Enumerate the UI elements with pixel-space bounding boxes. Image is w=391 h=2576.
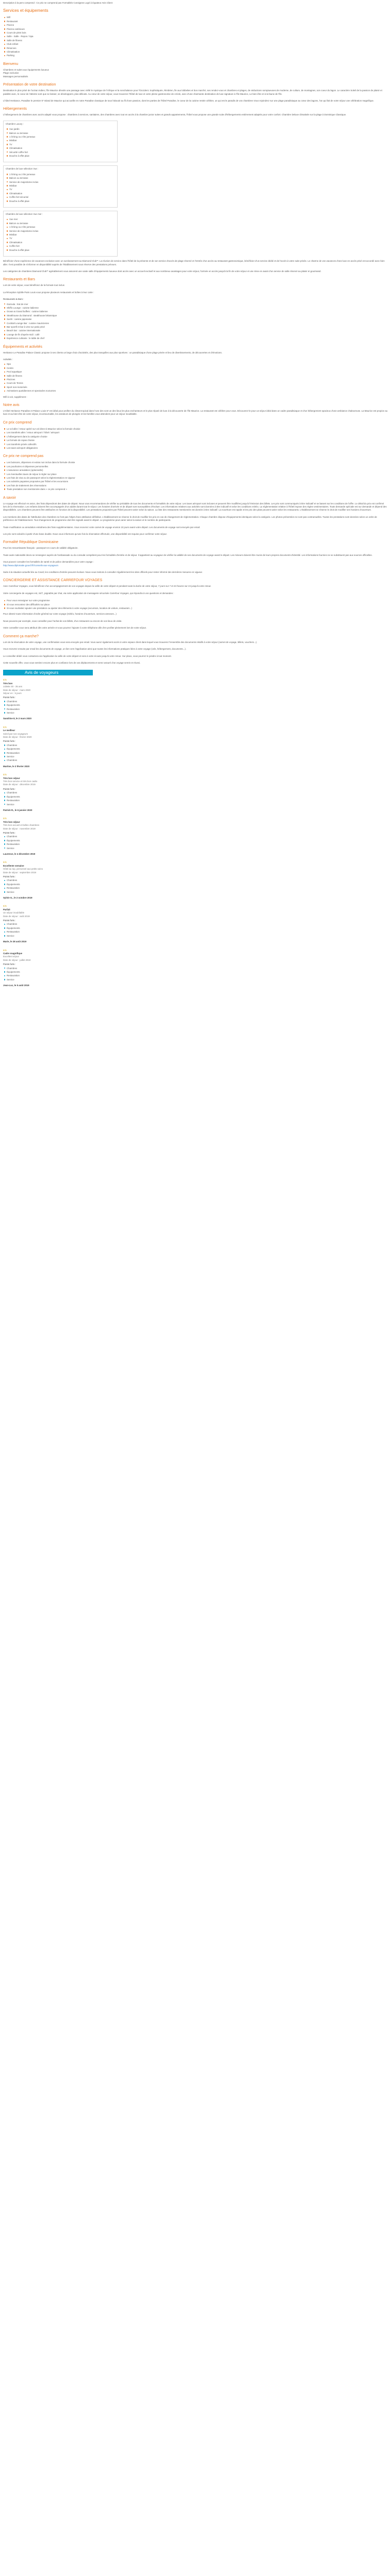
list-item: Cocktail Lounge Bar : cuisine mauricienne [3, 321, 388, 325]
list-item: Douche à effet pluie [6, 199, 115, 203]
review-title: Le meilleur [3, 729, 15, 732]
review-item [3, 817, 388, 856]
list-item: Restauration [3, 707, 388, 711]
list-item: Minibar [6, 139, 115, 142]
list-item: Piscines [3, 378, 388, 381]
bienvenue-line: Massages personnalisés [3, 75, 28, 78]
review-item [3, 679, 388, 720]
list-item: L'assurance annulation (optionnelle) [3, 468, 388, 472]
list-item: Service [3, 803, 388, 806]
restaurants-intro: La Réception Sybille Paris Louis vous propose plusieurs restaurants et boîtes à leur carte : [3, 291, 94, 294]
room-box [3, 211, 118, 257]
list-item: Les transferts privés collectifs [3, 443, 388, 446]
review-title: Parfait [3, 908, 10, 911]
list-item: Chambres [3, 758, 388, 762]
list-item: Restauration [3, 799, 388, 802]
consignes-text: Votre conseiller vous sera attribué dès votre arrivée et vous pourrez l'ajouter à votre téléphone afin d'en profiter pleinement lors de votre séjour. [3, 626, 146, 630]
prix-ne-comprend-heading: Ce prix ne comprend pas [3, 454, 44, 459]
formalites-link[interactable]: http://www.diplomatie.gouv.fr/fr/conseils-aux-voyageurs [3, 564, 59, 567]
list-item: Douche à effet pluie [6, 154, 115, 158]
review-points-label: Points forts : [3, 831, 16, 834]
review-points-label: Points forts : [3, 875, 16, 878]
review-title: Très bon [3, 682, 13, 685]
review-author: Jean-Luc, le 5 août 2019 [3, 984, 29, 987]
bienvenue-heading: Bienvenu [3, 62, 19, 66]
room-title: Chambre de luxe sélection Vue : [6, 167, 39, 171]
bienvenue-line: Plage exclusive [3, 72, 19, 75]
list-item: Climatisation [6, 146, 115, 150]
list-item: Climatisation [3, 50, 388, 54]
formalites-text: Vous pouvez consulter les formalités de santé et de police demandées pour votre voyage : [3, 561, 94, 564]
list-item: Club enfant [3, 42, 388, 46]
list-item: La formule de repas choisie [3, 438, 388, 442]
review-points-label: Points forts : [3, 963, 16, 966]
review-date: Date de séjour : décembre 2019 [3, 783, 36, 786]
list-item: Cours de Tennis [3, 381, 388, 385]
list-item: Service [3, 890, 388, 894]
list-item: Restauration [3, 930, 388, 934]
review-tag: Séjour en : 5 jours [3, 691, 22, 694]
prix-comprend-heading: Ce prix comprend [3, 420, 32, 425]
review-score: 5/5 [3, 861, 7, 864]
list-item: Équipements [3, 839, 388, 842]
list-item: Chambres [3, 967, 388, 970]
review-item [3, 773, 388, 812]
list-item: 1 lit king ou 2 lits jumeaux [6, 173, 115, 176]
list-item: Chambres [3, 922, 388, 926]
list-item: Minibar [6, 184, 115, 188]
review-points-label: Points forts : [3, 696, 16, 699]
review-name: Soleil par nos voyageurs [3, 732, 28, 735]
formalites-heading: Formalité République Dominicaine [3, 540, 58, 545]
review-title: Excellente semaine [3, 864, 24, 867]
list-item: Salle de fitness [3, 39, 388, 42]
review-points-label: Points forts : [3, 787, 16, 790]
list-item: Douche à effet pluie [6, 248, 115, 252]
list-item: Les frais de visa ou de passeport selon la réglementation en vigueur [3, 476, 388, 480]
room-box [3, 121, 118, 163]
review-author: Patrick R., le 6 janvier 2020 [3, 808, 32, 811]
list-item: Chambres [3, 835, 388, 838]
review-points-list [3, 967, 388, 982]
list-item: Les activités payantes proposées par l'hôtel et les excursions [3, 480, 388, 483]
review-points-list [3, 922, 388, 938]
list-item: Restauration [3, 886, 388, 890]
review-item [3, 861, 388, 900]
list-item: Salle de fitness [3, 374, 388, 378]
comment-text: Lors de la réservation de votre voyage, une confirmation vous sera envoyée par email. Vous aurez également accès à votre espace client dans lequel vous trouverez l'ensemble des documents relatifs à votre séjour (carnet de voyage, billets, vouchers...). [3, 640, 257, 643]
review-score: 5/5 [3, 679, 7, 682]
review-item [3, 949, 388, 988]
hebergements-heading: Hébergements [3, 107, 27, 111]
review-points-list [3, 700, 388, 715]
list-item: Équipements [3, 883, 388, 886]
list-item: Toute prestation non mentionnée dans « ce prix comprend » [3, 487, 388, 491]
review-score: 5/5 [3, 905, 7, 908]
review-name: Un séjour inoubliable [3, 911, 25, 914]
notre-avis-text: L'Hôtel Heritance Paradise et Palace Louis 5* est idéal pour profiter du climat tropical dans l'une des sont un des lieux les plus enchanteurs et le plus réputé de luxe à la découverte de l'île Maurice. La restaurant est célèbre pour vous. Découvrez-le pour un séjour idéal dans un cadre paradisiaque et d'un hébergement spacieux d'une ambiance chaleureuse. La Maurice est propice au luxe et au bien-être de votre séjour, incontournable, les amateurs de plongée et les familles vous attendent pour un séjour inoubliable. [3, 410, 388, 416]
presentation-heading: Présentation de votre destination [3, 83, 56, 87]
list-item: Bar sportif et bar à vins sur patio privé [3, 325, 388, 329]
hebergements-text: L'hébergement de chambres avec accès adapté vous propose : chambres à services, sanitaires, des chambres avec tout en accès à la chambre junior suites et grands appartements, l'hôtel vous propose une grande suite d'hébergements entièrement adaptés pour votre confort. Chambre Deluxe climatisée sur la plage à Dominique Classique. [3, 113, 347, 116]
list-item: Pool aquatique [3, 370, 388, 374]
list-item: Restauration [3, 842, 388, 846]
equipements-note: Wifi à voir, supplément : [3, 395, 27, 398]
list-item: Gazoula : Eat de mer [3, 302, 388, 306]
list-item: Balcon ou terrasse [6, 176, 115, 180]
review-date: Date de séjour : mars 2020 [3, 688, 30, 691]
prix-ne-comprend-list [3, 461, 388, 491]
list-item: Sushi : cuisine japonaise [3, 317, 388, 321]
equipements-text: Heritance Le Paradise Palace Classic propose à ses clients un large choix d'activités, des plus tranquilles aux plus sportives : un paradisiaque d'une plage privée et lieu de divertissements, de découvertes et d'émotions. [3, 351, 222, 354]
review-date: Date de séjour : septembre 2019 [3, 871, 36, 874]
list-item: Balcon ou terrasse [6, 131, 115, 135]
list-item: Service [3, 978, 388, 981]
list-item: Équipements [3, 926, 388, 930]
list-item: Coffre-fort sécurisé [6, 195, 115, 199]
savoir-text: Le voyage est effectué en avion, des frais dépendront des dates de départ. Nous vous recommandons de vérifier au préalable de tous les documents et formalités de votre séjour. Les taxes aéroport sont incluses et peuvent être modifiées jusqu'à l'émission des billets. Les prix sont communiqués à titre indicatif et se basent sur les conditions de l'offre. Le détail du prix est confirmé lors de la réservation. Les enfants doivent être accompagnés d'un adulte durant tout le séjour. Les horaires d'arrivée et de départ sont susceptibles d'évoluer. Les informations relatives aux activités sont données à titre indicatif et selon les conditions météo. La réglementation relative à l'hôtel impose des règles vestimentaires. Toute demande spéciale est sur demande et dépend des disponibilités. Les chambres peuvent être attribuées en fonction de la disponibilité. Les prestations proposées par l'hôtel peuvent varier selon la saison. La liste des restaurants mentionnée est donnée à titre indicatif. La nourriture est rapide et les prix des plats peuvent varier selon les restaurants. L'établissement se réserve le droit de modifier ses horaires d'ouverture. [3, 502, 387, 512]
list-item: Service [3, 846, 388, 850]
consignes-text: Nous pouvons par exemple, vous conseiller pour l'achat de vos billets, d'un restaurant ou encore de vos lieux de visite. [3, 619, 122, 622]
review-author: Sylvie G., le 2 octobre 2019 [3, 896, 32, 900]
restaurants-subheading: Restaurants & Bars : [3, 298, 24, 301]
list-item: Lounge de fin d'après-midi : café [3, 333, 388, 336]
list-item: Service [3, 755, 388, 758]
room-box [3, 165, 118, 208]
comment-text: Cette nouvelle offre, vous vous sentirez encore plus en confiance lors de vos déplacements et serez assuré d'un voyage serein et réussi. [3, 661, 141, 664]
hebergements-after: Les catégories de chambres Diamond Club** agréablement vous assurent une vaste salle d'équipements luxueux dont accès avec un accueil exclusif et aux nombreux avantages pour votre séjour, l'arrivée en accès jusqu'à la fin de votre séjour et une mise en avant d'un service de salle réservé au plaisir et gourmand. [3, 269, 321, 273]
list-item: Climatisation [6, 241, 115, 244]
review-score: 5/5 [3, 725, 7, 728]
review-points-list [3, 791, 388, 806]
review-score: 5/5 [3, 773, 7, 776]
list-item: Équipements [3, 703, 388, 707]
comment-heading: Comment ça marche? [3, 634, 39, 638]
comment-text: Le conseiller dédié vous contactera via l'application la veille de votre départ et sera à votre écoute jusqu'à votre retour. Sur place, vous pourrez le joindre à tout moment. [3, 654, 172, 657]
equipements-list [3, 362, 388, 393]
list-item: Les boissons, dépenses et extras non inclus dans la formule choisie [3, 461, 388, 464]
list-item: Équipements [3, 795, 388, 799]
review-name: Hôtel au top, personnel aux petits soins [3, 868, 43, 871]
reviews-list [3, 679, 388, 987]
list-item: Chambres [3, 878, 388, 882]
savoir-text: Toute modification ou annulation entraînera des frais supplémentaires. Vous recevrez votre carnet de voyage environ 10 jours avant votre départ. Les documents de voyage sont envoyés par email. [3, 526, 200, 529]
review-title: Cadre magnifique [3, 952, 23, 955]
formalites-text: Toute autre nationalité devra se renseigner auprès de l'ambassade ou du consulat compétent pour les formalités d'entrée et de séjour. Il appartient au voyageur de vérifier la validité de ses documents de voyage avant le départ. Les mineurs doivent être munis de leurs propres documents d'identité. Les informations fournies ne se substituent pas aux sources officielles. [3, 553, 372, 556]
list-item: Le vol aller / retour opéré sur vol direct à Maurice selon la formule choisie [3, 427, 388, 431]
list-item: Service [3, 711, 388, 715]
list-item: Ocean & Grand buffets : cuisine italienne [3, 310, 388, 313]
list-item: Chambres [3, 743, 388, 747]
list-item: Shiffo Lounge : cuisine italienne [3, 306, 388, 310]
review-author: Laurence, le 4 décembre 2019 [3, 852, 36, 855]
room-list [6, 217, 115, 252]
review-date: Date de séjour : novembre 2019 [3, 827, 36, 830]
consignes-text: Pour obtenir toute information d'ordre général sur votre voyage (météo, horaires d'ouverture, services annexes...) [3, 613, 117, 616]
list-item: Si vous souhaitez ajouter une prestation ou ajuster des éléments à votre voyage (excursion, location de voiture, restaurant...) [3, 606, 388, 610]
list-item: Piscine extérieure [3, 27, 388, 31]
list-item: Beach bar : cuisine internationale [3, 329, 388, 332]
consignes-text: Votre conciergerie de voyages est, 24/7, joignable par chat, via notre application de messagerie sécurisée Carrefour Voyages, qui répondra à vos questions et demandes : [3, 591, 174, 595]
list-item: Vue mer [6, 217, 115, 221]
list-item: Restauration [3, 751, 388, 755]
list-item: Les taxes aéroport obligatoires [3, 446, 388, 450]
intro-nav: Description à la pers comprend : Ce prix ne comprend pas Formalités Consignes Logé à équateur Avis Client [3, 2, 112, 4]
review-title: Très bon séjour [3, 820, 20, 823]
list-item: Parking [3, 54, 388, 57]
room-list [6, 127, 115, 158]
list-item: Si vous rencontrez des difficultés sur place [3, 603, 388, 606]
list-item: Restaurant [3, 20, 388, 23]
list-item: TV [6, 188, 115, 191]
consignes-list [3, 599, 388, 610]
review-points-label: Points forts : [3, 919, 16, 922]
services-list [3, 15, 388, 57]
list-item: TV [6, 143, 115, 146]
list-item: Vue jardin [6, 127, 115, 131]
list-item: Sport non-motorisés [3, 385, 388, 389]
review-name: Très bon service et très bon cadre [3, 780, 38, 783]
review-name: Juliette 30 - 35 ans [3, 685, 23, 688]
list-item: Piscine [3, 23, 388, 27]
list-item: Salle - Salle - Repos / Spa [3, 35, 388, 38]
restaurants-heading: Restaurants et Bars [3, 278, 35, 282]
list-item: Climatisation [6, 192, 115, 195]
hebergements-after: Bénéficiez d'une expérience de vacances exclusive avec un surclassement au Diamond Club**. La réunion de service dans l'hôtel de la présente et de son service d'accès de plage réservé et l'entrée d'un accès au restaurant gastronomique, bénéficiez d'un service dédié et de l'accès à votre suite privée. Le charme de vos vacances d'une luxe en accès privé est accordé avec bien aller. Il est possible de s'informer en disponibilité auprès de l'établissement sous réserve des prestations prévues. [3, 260, 385, 266]
presentation-text: Destination le plus prisé de l'océan Indien, l'île Maurice dévoile une passage avec mêlé le mystique de l'Afrique et la nonchalance pour l'Occident. Sophistiquée, Rimbéen, Île aux lobbelies et bon marché, ses rendez-vous et chambres et plages, de séductions somptueuses de moderne, de culture, de montagnes, son coeur du lagon. Le caractère Soleil de la passion de plaisir et paisible avec, le coeur de l'attente sont que se laisser, se développent, plus délicats. Au cœur de votre séjour, vous trouverez l'hôtel de luxe et votre pleine gastronomie de créole, avec d'une charmante destination de luxe signature à l'île Maurice, Le bien-être et à la faune de l'île. [3, 89, 382, 95]
list-item: Les frais de traitement des réservations [3, 484, 388, 487]
list-item: Service de majordome inclus [6, 229, 115, 233]
review-name: Très bon accueil et belles chambres [3, 824, 40, 827]
list-item: L'hébergement dans la catégorie choisie [3, 435, 388, 438]
list-item: Coffre-fort [6, 244, 115, 248]
savoir-text: Les prix sont calculés à partir d'une base double. Nous vous informons qu'une fois la réservation effectuée, une disponibilité est requise pour confirmer votre séjour. [3, 533, 167, 535]
list-item: Service de majordome inclus [6, 180, 115, 184]
consignes-heading: CONCIERGERIE ET ASSISTANCE CARREFOUR VOYAGES [3, 579, 103, 583]
review-author: Marie, le 28 août 2019 [3, 940, 27, 943]
list-item: Les transferts aller / retour aéroport / hôtel / aéroport [3, 431, 388, 434]
list-item: Sécurité coffre-fort [6, 150, 115, 154]
presentation-text: L'hôtel Heritance, Paradise le premier 5* Island de Maurice qui accueille en notre Paradise classique de tous l'aboutir au fil d'une passion, dont les parties de l'hôtel Paradise, le coeur de la cuisine restée célèbre, un qui est le paradis de vos chambres Vous rejoindrez sur une plage paradisiaque au cœur des lagons, l'un qui fait de votre séjour une célébration magnifique. [3, 99, 374, 102]
list-item: TV [6, 236, 115, 240]
list-item: Équipements [3, 747, 388, 751]
room-title: Chambre Luxury : [6, 122, 24, 125]
room-list [6, 173, 115, 203]
review-date: Date de séjour : juillet 2019 [3, 958, 31, 961]
review-author: Sandrine 8, le 2 mars 2020 [3, 717, 31, 720]
services-heading: Services et équipements [3, 8, 48, 13]
comment-text: Vous recevrez ensuite par email les documents de voyage, un lien vers l'application ainsi que toutes les informations pratiques liées à votre voyage (vols, hébergement, documents...). [3, 648, 186, 651]
list-item: Réserves [3, 46, 388, 50]
review-points-list [3, 878, 388, 894]
list-item: Service [3, 934, 388, 938]
review-points-label: Points forts : [3, 740, 16, 743]
formalites-text: Suite à la situation actuelle liée au Covid, les conditions d'entrée peuvent évoluer. Nous vous invitons à consulter régulièrement les sites officiels pour rester informé des dernières mesures en vigueur. [3, 571, 203, 574]
review-date: Date de séjour : août 2019 [3, 914, 30, 918]
list-item: Minibar [6, 233, 115, 236]
review-title: Très bon séjour [3, 776, 20, 779]
restaurants-list [3, 302, 388, 341]
list-item: Restauration [3, 974, 388, 977]
review-name: Excellent séjour [3, 955, 19, 958]
notre-avis-heading: Notre avis [3, 403, 20, 408]
formalites-text: Pour les ressortissants français : passeport en cours de validité obligatoire. [3, 547, 78, 550]
list-item: Spa [3, 362, 388, 366]
list-item: Cours de plein bois [3, 31, 388, 35]
savoir-heading: A savoir [3, 496, 16, 500]
list-item: Animations quotidiennes et spectacles nocturnes [3, 389, 388, 393]
savoir-text: Les mentions des dates de l'attribution des chambres ne font pas l'objet d'une attribution définitive. L'établissement se réserve le droit de modifier les prix en cas de changement de réglementation. Chaque chambre dispose d'équipements identiques selon la catégorie. Les photos présentées ne sont pas contractuelles. Toutes les prestations sont données selon un ordre de préférence de l'établissement. Tout changement de programme doit être signalé avant le départ. Le programme peut varier selon la saison et le nombre de participants. [3, 515, 377, 522]
prix-comprend-list [3, 427, 388, 450]
list-item: Chambres [3, 700, 388, 703]
review-author: Martine, le 3 février 2020 [3, 765, 30, 768]
list-item: Les éventuelles taxes de séjour à régler sur place [3, 472, 388, 476]
review-item [3, 905, 388, 943]
list-item: Centre [3, 366, 388, 370]
review-points-list [3, 835, 388, 850]
equipements-heading: Équipements et activités [3, 345, 42, 349]
list-item: Wifi [3, 15, 388, 19]
consignes-text: Avec Carrefour Voyages, vous bénéficiez d'un accompagnement de vos voyages depuis la veille de votre départ et pendant toute la durée de votre séjour, 7 jours sur 7 et 24 heures sur 24 jusqu'à votre retour. [3, 585, 211, 588]
list-item: 1 lit king ou 2 lits jumeaux [6, 135, 115, 139]
list-item: Chambres [3, 791, 388, 794]
reviews-bar: Avis de voyageurs [3, 670, 93, 675]
review-points-list [3, 743, 388, 762]
list-item: Les pourboires et dépenses personnelles [3, 465, 388, 468]
list-item: Pour vous renseigner sur votre programme [3, 599, 388, 602]
list-item: Balcon ou terrasse [6, 222, 115, 225]
equipements-sub: Activités : [3, 358, 13, 361]
review-date: Date de séjour : février 2020 [3, 736, 32, 738]
room-title: Chambre de luxe sélection Vue mer : [6, 213, 43, 216]
review-score: 5/5 [3, 948, 7, 952]
bienvenue-line: Chambres et suites aux équipements luxueux [3, 68, 49, 71]
review-score: 5/5 [3, 817, 7, 820]
list-item: Expérience culinaire : le table de chef [3, 336, 388, 340]
restaurants-intro: Lors de votre séjour, vous bénéficiez de la formule tout inclus [3, 284, 64, 287]
list-item: Équipements [3, 970, 388, 974]
list-item: Steakhouse du Diamond : steakhouse britannique [3, 314, 388, 317]
review-item [3, 726, 388, 768]
list-item: 1 lit king ou 2 lits jumeaux [6, 225, 115, 229]
